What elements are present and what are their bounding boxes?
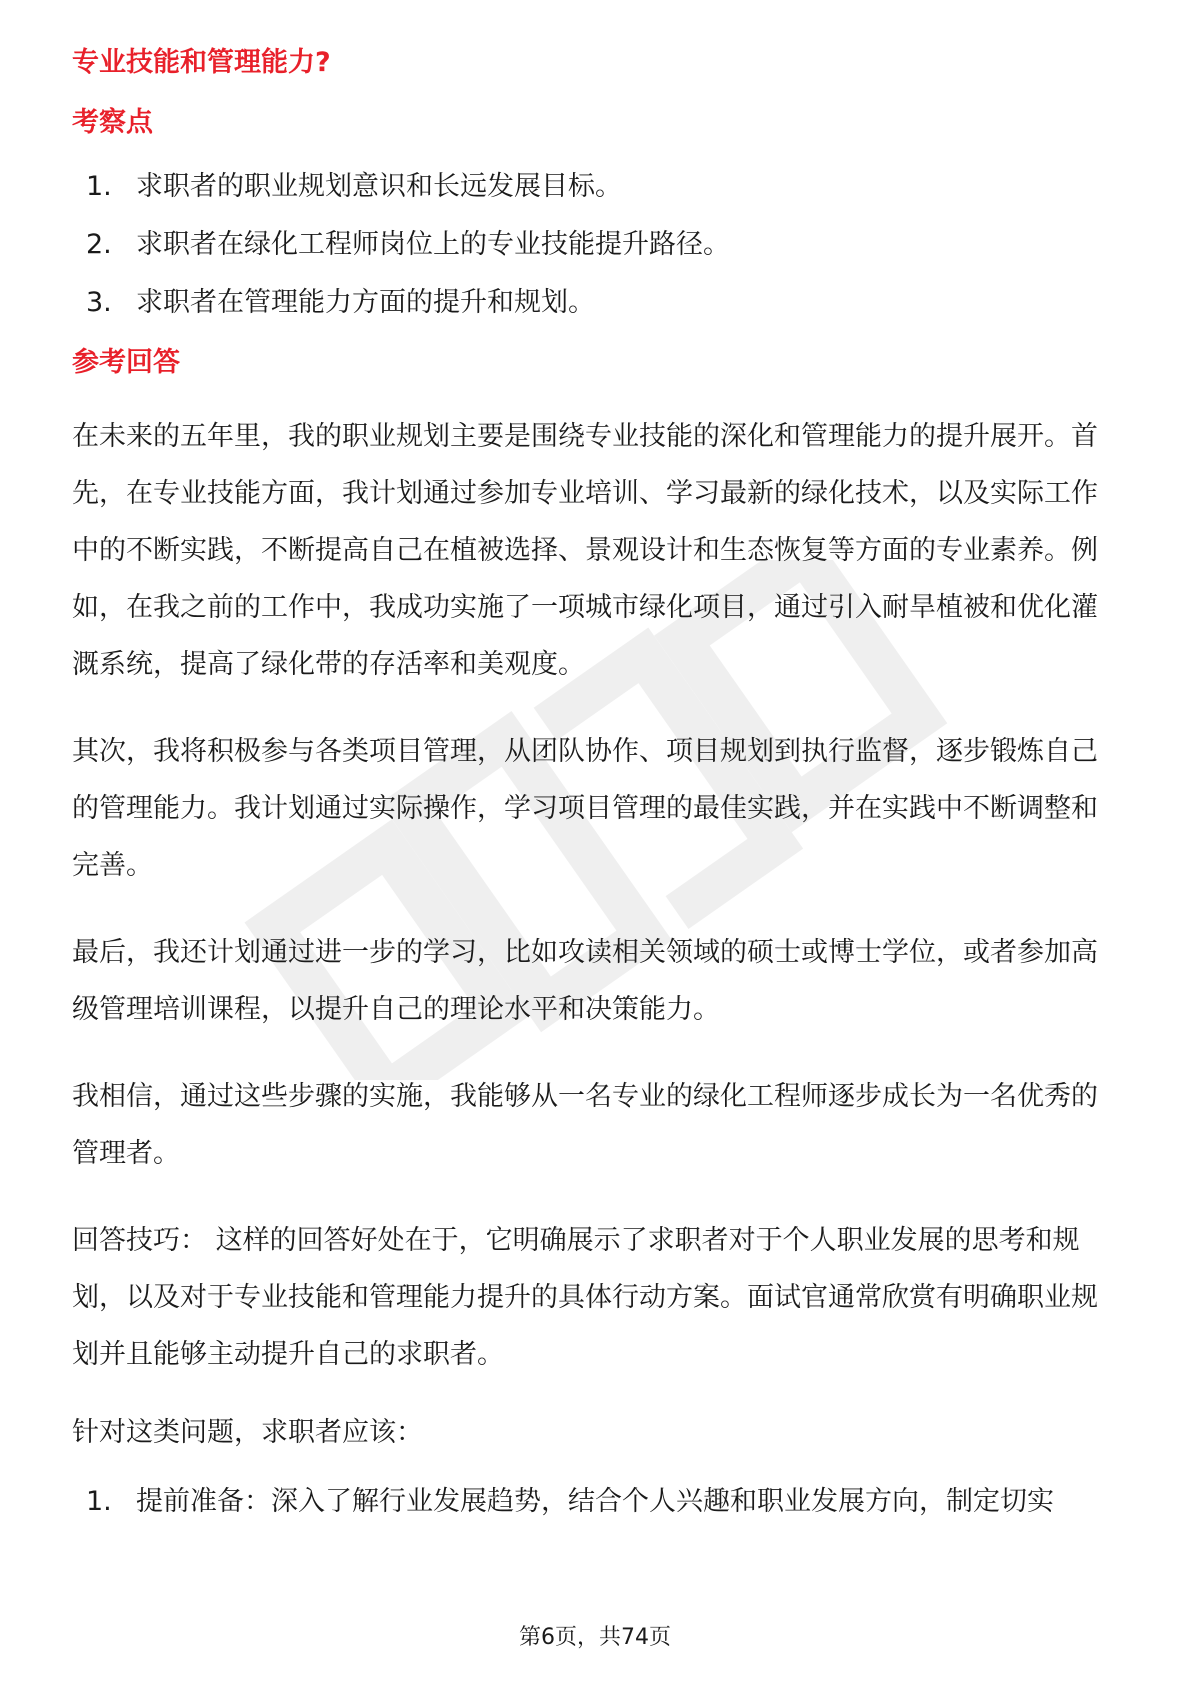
section-heading-examine: 考察点	[72, 107, 153, 138]
list-number: 1.	[86, 1486, 112, 1517]
question-title: 专业技能和管理能力?	[72, 47, 331, 78]
list-number: 1.	[86, 171, 112, 202]
list-text: 求职者在管理能力方面的提升和规划。	[136, 287, 595, 318]
list-item	[72, 168, 1122, 206]
list-text: 求职者在绿化工程师岗位上的专业技能提升路径。	[136, 229, 730, 260]
answer-paragraph: 在未来的五年里，我的职业规划主要是围绕专业技能的深化和管理能力的提升展开。首先，在专业技能方面，我计划通过参加专业培训、学习最新的绿化技术，以及实际工作中的不断实践，不断提高自己在植被选择、景观设计和生态恢复等方面的专业素养。例如，在我之前的工作中，我成功实施了一项城市绿化项目，通过引入耐旱植被和优化灌溉系统，提高了绿化带的存活率和美观度。	[72, 421, 1098, 680]
advice-intro: 针对这类问题，求职者应该：	[72, 1417, 423, 1448]
answer-paragraph: 最后，我还计划通过进一步的学习，比如攻读相关领域的硕士或博士学位，或者参加高级管理培训课程，以提升自己的理论水平和决策能力。	[72, 937, 1098, 1025]
list-text: 求职者的职业规划意识和长远发展目标。	[136, 171, 622, 202]
page-footer: 第6页，共74页	[519, 1625, 671, 1650]
answer-paragraph: 其次，我将积极参与各类项目管理，从团队协作、项目规划到执行监督，逐步锻炼自己的管理能力。我计划通过实际操作，学习项目管理的最佳实践，并在实践中不断调整和完善。	[72, 736, 1098, 881]
list-item	[72, 226, 1122, 264]
list-item	[72, 1483, 1122, 1521]
section-heading-answer: 参考回答	[72, 347, 180, 378]
list-item	[72, 284, 1122, 322]
list-text: 提前准备：深入了解行业发展趋势，结合个人兴趣和职业发展方向，制定切实	[136, 1486, 1054, 1517]
list-number: 3.	[86, 287, 112, 318]
examine-points-list	[72, 168, 1122, 322]
advice-list	[72, 1483, 1122, 1521]
answer-paragraph: 我相信，通过这些步骤的实施，我能够从一名专业的绿化工程师逐步成长为一名优秀的管理者。	[72, 1081, 1098, 1169]
answer-tips-paragraph: 回答技巧： 这样的回答好处在于，它明确展示了求职者对于个人职业发展的思考和规划，以及对于专业技能和管理能力提升的具体行动方案。面试官通常欣赏有明确职业规划并且能够主动提升自己的求职者。	[72, 1225, 1098, 1370]
main-content	[72, 44, 1122, 1521]
list-number: 2.	[86, 229, 112, 260]
